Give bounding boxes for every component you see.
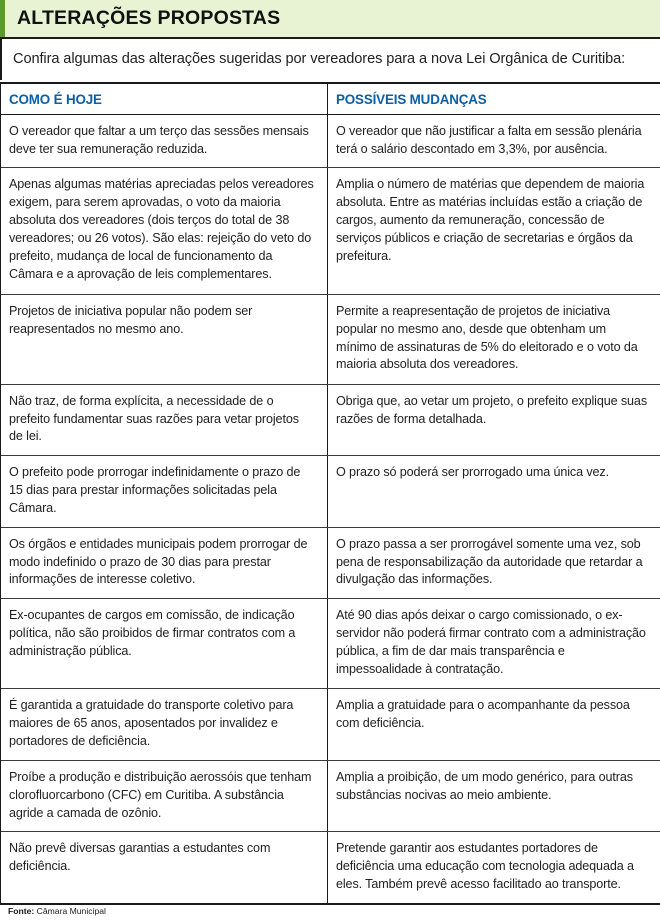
table-row [1,115,660,168]
banner [0,0,660,37]
cell-proposed: O prazo só poderá ser prorrogado uma única vez. [336,465,609,480]
table-row [1,456,660,527]
source-label: Fonte: [8,906,35,916]
cell-current: O vereador que faltar a um terço das sessões mensais deve ter sua remuneração reduzida. [1,115,328,167]
cell-proposed: Obriga que, ao vetar um projeto, o prefeito explique suas razões de forma detalhada. [336,393,647,426]
banner-accent-bar [0,0,5,37]
cell-proposed: Amplia a proibição, de um modo genérico, para outras substâncias nocivas ao meio ambiente. [336,769,633,802]
cell-proposed: O prazo passa a ser prorrogável somente uma vez, sob pena de responsabilização da autoridade que retardar a divulgação das informações. [336,536,643,587]
table-row [1,689,660,761]
table-row [1,295,660,385]
cell-proposed: Permite a reapresentação de projetos de iniciativa popular no mesmo ano, desde que obtenham um mínimo de assinaturas de 5% do eleitorado e o voto da maioria absoluta dos vereadores. [336,303,638,372]
table-row [1,599,660,689]
table-row [1,385,660,456]
page-title: ALTERAÇÕES PROPOSTAS [17,7,281,29]
source-line [0,905,106,916]
cell-current: Não traz, de forma explícita, a necessidade de o prefeito fundamentar suas razões para vetar projetos de lei. [1,385,328,455]
cell-current: Proíbe a produção e distribuição aerossóis que tenham clorofluorcarbono (CFC) em Curitiba. A substância agride a camada de ozônio. [1,761,328,832]
cell-current: Não prevê diversas garantias a estudantes com deficiência. [1,832,328,903]
cell-current: Os órgãos e entidades municipais podem prorrogar de modo indefinido o prazo de 30 dias para prestar informações de interesse coletivo. [1,528,328,599]
cell-proposed: Amplia o número de matérias que dependem de maioria absoluta. Entre as matérias incluídas estão a criação de cargos, aumento da remuneração, concessão de serviços públicos e criação de secretarias e órgãos da prefeitura. [336,177,645,263]
cell-proposed: Até 90 dias após deixar o cargo comissionado, o ex-servidor não poderá firmar contrato com a administração pública, a fim de dar mais transparência e impessoalidade à contratação. [336,608,646,677]
cell-current: Projetos de iniciativa popular não podem ser reapresentados no mesmo ano. [1,295,328,384]
source-value: Câmara Municipal [36,906,106,916]
cell-proposed: Pretende garantir aos estudantes portadores de deficiência uma educação com tecnologia adequada a eles. Também prevê acesso facilitado ao transporte. [336,841,634,892]
intro-section [0,37,660,80]
cell-current: O prefeito pode prorrogar indefinidamente o prazo de 15 dias para prestar informações solicitadas pela Câmara. [1,456,328,526]
cell-proposed: O vereador que não justificar a falta em sessão plenária terá o salário descontado em 3,3%, por ausência. [336,124,642,157]
cell-current: É garantida a gratuidade do transporte coletivo para maiores de 65 anos, aposentados por invalidez e portadores de deficiência. [1,689,328,760]
table-row [1,168,660,295]
comparison-table [0,82,660,903]
cell-proposed: Amplia a gratuidade para o acompanhante da pessoa com deficiência. [336,698,630,731]
table-row [1,528,660,600]
table-row [1,761,660,833]
cell-current: Apenas algumas matérias apreciadas pelos vereadores exigem, para serem aprovadas, o voto da maioria absoluta dos vereadores (dois terços do total de 38 vereadores; ou 26 votos). São elas: rejeição do veto do prefeito, mudança de local de funcionamento da Câmara e a aprovação de leis complementares. [1,168,328,294]
column-header-current: COMO É HOJE [1,84,328,114]
source-footer [0,903,660,923]
column-header-proposed: POSSÍVEIS MUDANÇAS [336,92,487,108]
table-row [1,832,660,903]
intro-left-rule [0,39,2,80]
table-header-row [1,84,660,115]
intro-text: Confira algumas das alterações sugeridas por vereadores para a nova Lei Orgânica de Curitiba: [13,51,626,67]
cell-current: Ex-ocupantes de cargos em comissão, de indicação política, não são proibidos de firmar contratos com a administração pública. [1,599,328,688]
